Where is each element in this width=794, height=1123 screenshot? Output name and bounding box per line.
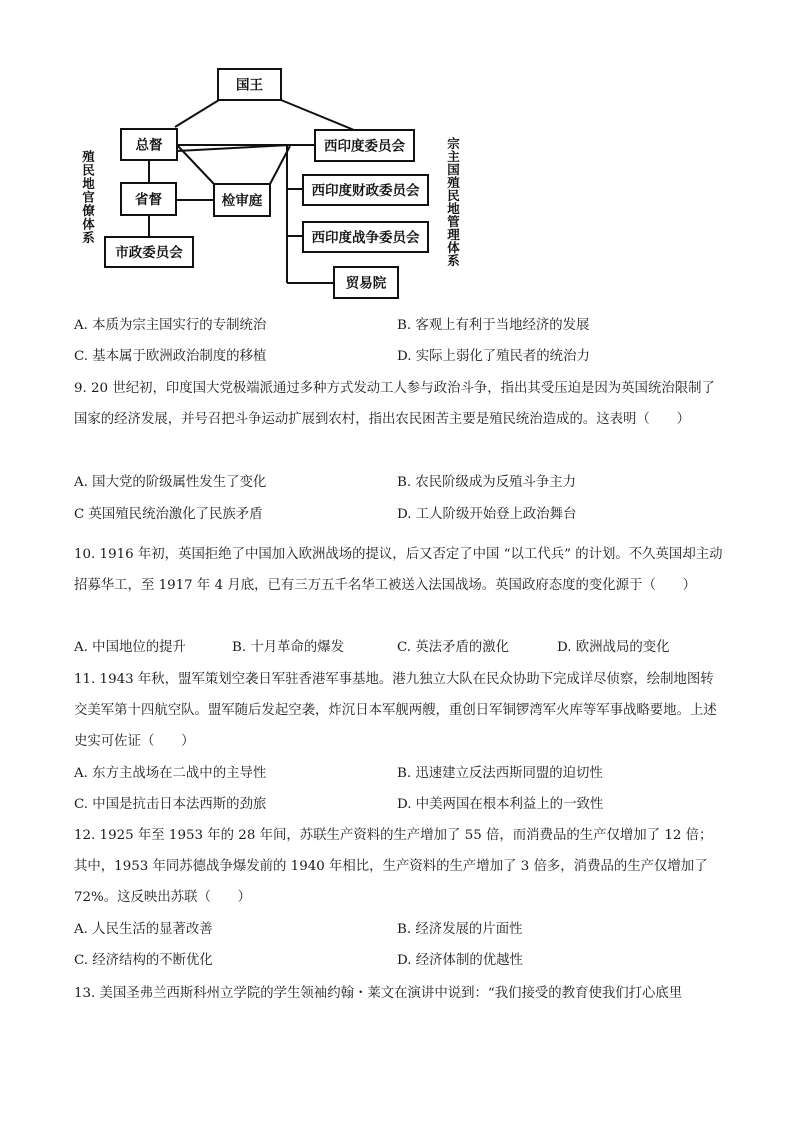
governor-label: 总督 xyxy=(135,137,163,154)
q10-option-c: C. 英法矛盾的激化 xyxy=(397,640,510,655)
q8-option-a: A. 本质为宗主国实行的专制统治 xyxy=(74,318,267,333)
q8-option-d: D. 实际上弱化了殖民者的统治力 xyxy=(397,349,590,364)
q11-option-d: D. 中美两国在根本利益上的一致性 xyxy=(397,797,604,812)
municipal-committee-label: 市政委员会 xyxy=(115,245,183,261)
colonial-bureaucracy-label: 殖民地官僚体系 xyxy=(80,150,96,245)
q12-stem: 12. 1925 年至 1953 年的 28 年间，苏联生产资料的生产增加了 55 倍，而消费品的生产仅增加了 12 倍；其中，1953 年同苏德战争爆发前的 1940 年相比，生产资料的生产增加了 3 倍多，消费品的生产仅增加了 72%。这反映出苏联（ ） xyxy=(74,828,713,905)
q12-option-d: D. 经济体制的优越性 xyxy=(397,953,523,968)
q12-option-b: B. 经济发展的片面性 xyxy=(397,922,523,937)
q11-option-b: B. 迅速建立反法西斯同盟的迫切性 xyxy=(397,766,603,781)
west-india-committee-label: 西印度委员会 xyxy=(324,138,405,155)
q9-stem: 9. 20 世纪初，印度国大党极端派通过多种方式发动工人参与政治斗争，指出其受压迫是因为英国统治限制了国家的经济发展，并号召把斗争运动扩展到农村，指出农民困苦主要是殖民统治造成的。这表明（ ） xyxy=(74,381,715,427)
q8-option-c: C. 基本属于欧洲政治制度的移植 xyxy=(74,349,267,364)
q10-option-b: B. 十月革命的爆发 xyxy=(232,640,345,655)
q9-option-d: D. 工人阶级开始登上政治舞台 xyxy=(397,507,577,522)
metropole-management-label: 宗主国殖民地管理体系 xyxy=(445,137,461,267)
q10-stem: 10. 1916 年初，英国拒绝了中国加入欧洲战场的提议，后又否定了中国 “以工代兵” 的计划。不久英国却主动招募华工，至 1917 年 4 月底，已有三万五千名华工被送入法国战场。英国政府态度的变化源于（ ） xyxy=(74,547,723,593)
q9-option-b: B. 农民阶级成为反殖斗争主力 xyxy=(397,475,577,490)
q8-option-b: B. 客观上有利于当地经济的发展 xyxy=(397,318,590,333)
q9-option-a: A. 国大党的阶级属性发生了变化 xyxy=(74,475,267,490)
q11-option-a: A. 东方主战场在二战中的主导性 xyxy=(74,766,267,781)
province-governor-label: 省督 xyxy=(135,192,162,208)
west-india-war-committee-label: 西印度战争委员会 xyxy=(311,230,420,246)
king-label: 国王 xyxy=(236,77,263,94)
q10-option-d: D. 欧洲战局的变化 xyxy=(557,640,670,655)
trade-house-label: 贸易院 xyxy=(345,275,387,292)
q12-option-a: A. 人民生活的显著改善 xyxy=(74,922,213,937)
procuratorate-label: 检审庭 xyxy=(221,193,263,209)
q11-stem: 11. 1943 年秋，盟军策划空袭日军驻香港军事基地。港九独立大队在民众协助下完成详尽侦察，绘制地图转交美军第十四航空队。盟军随后发起空袭，炸沉日本军舰两艘，重创日军铜锣湾军火库等军事战略要地。上述史实可佐证（ ） xyxy=(74,672,717,749)
q13-stem: 13. 美国圣弗兰西斯科州立学院的学生领袖约翰・莱文在演讲中说到：“我们接受的教育使我们打心底里 xyxy=(74,986,683,1001)
q11-option-c: C. 中国是抗击日本法西斯的劲旅 xyxy=(74,797,267,812)
q9-option-c: C 英国殖民统治激化了民族矛盾 xyxy=(74,507,263,522)
west-india-finance-committee-label: 西印度财政委员会 xyxy=(311,183,420,199)
q12-option-c: C. 经济结构的不断优化 xyxy=(74,953,213,968)
q10-option-a: A. 中国地位的提升 xyxy=(74,640,186,655)
colonial-administration-diagram xyxy=(0,0,794,310)
